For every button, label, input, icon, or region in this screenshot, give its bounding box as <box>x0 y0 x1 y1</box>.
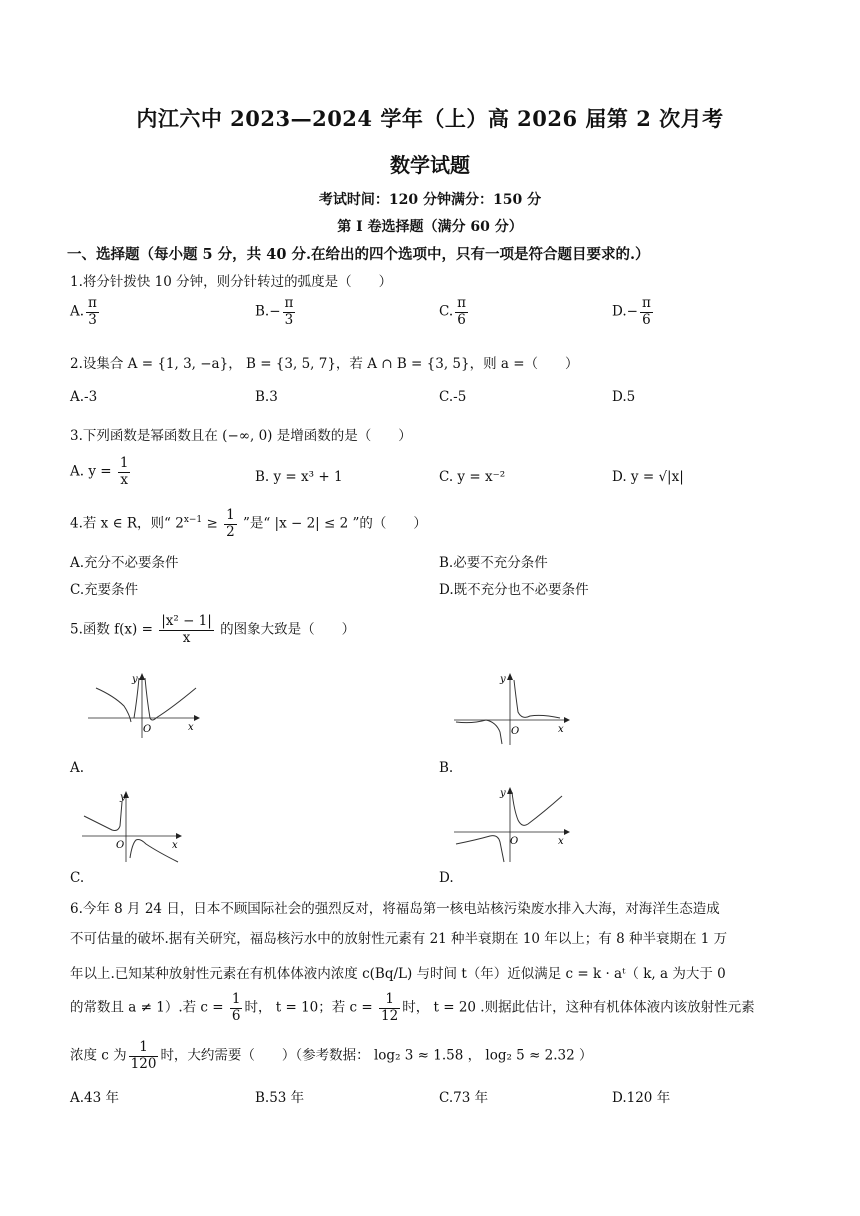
svg-text:O: O <box>510 836 519 847</box>
q1-c-fraction: $\frac{\pi}{6}$ <box>457 295 467 328</box>
q3-option-a: A. y = $\frac{1}{x}$ <box>70 455 129 488</box>
svg-text:O: O <box>143 724 152 735</box>
subject-title: 数学试题 <box>390 153 470 177</box>
q2-stem: 2.设集合 A = {1, 3, −a}， B = {3, 5, 7}，若 A ∩ B = {3, 5}，则 a =（ ） <box>70 356 579 372</box>
q3-a-fraction: $\frac{1}{x}$ <box>119 455 129 488</box>
q1-a-fraction: $\frac{\pi}{3}$ <box>88 295 97 328</box>
q4-option-c: C.充要条件 <box>70 582 139 598</box>
q6-line-5: 浓度 c 为 $\frac{1}{120}$ 时，大约需要（ ）（参考数据： log₂ 3 ≈ 1.58 ， log₂ 5 ≈ 2.32 ） <box>70 1039 593 1072</box>
q4-fraction: $\frac{1}{2}$ <box>226 507 235 540</box>
q5-option-c: C. <box>70 870 85 886</box>
section-heading: 一、选择题（每小题 5 分，共 40 分.在给出的四个选项中，只有一项是符合题目要求的.） <box>67 246 650 263</box>
exam-title: 内江六中 2023—2024 学年（上）高 2026 届第 2 次月考 <box>136 106 724 131</box>
q1-option-c: C. $\frac{\pi}{6}$ <box>439 295 467 328</box>
svg-text:x: x <box>558 836 564 847</box>
q1-b-fraction: $\frac{\pi}{3}$ <box>284 295 294 328</box>
svg-text:x: x <box>558 724 564 735</box>
q6-line-4: 的常数且 a ≠ 1）.若 c = $\frac{1}{6}$ 时， t = 10；若 c = $\frac{1}{12}$ 时， t = 20 .则据此估计，这种有机体体液内该放射性元素 <box>70 991 755 1024</box>
svg-text:O: O <box>511 726 520 737</box>
svg-text:y: y <box>500 674 506 685</box>
svg-text:x: x <box>172 840 178 851</box>
svg-text:x: x <box>188 722 194 733</box>
q1-a-prefix: A. <box>70 303 85 320</box>
q3-option-c: C. y = x⁻² <box>439 469 506 485</box>
q1-d-fraction: $\frac{\pi}{6}$ <box>641 295 651 328</box>
q5-option-b: B. <box>439 760 454 776</box>
exam-info: 考试时间：120 分钟满分：150 分 <box>318 192 542 208</box>
q2-option-b: B.3 <box>255 389 278 405</box>
q6-option-b: B.53 年 <box>255 1090 305 1106</box>
q3-option-d: D. y = √|x| <box>612 469 684 485</box>
q5-option-d: D. <box>439 870 454 886</box>
q5-fraction: $\frac{\text{|x² − 1|}}{x}$ <box>161 613 212 646</box>
q4-stem: 4.若 x ∈ R，则“ $2^{x-1}$ ≥ $\frac{1}{2}$ ”是“ |x − 2| ≤ 2 ”的（ ） <box>70 507 427 540</box>
q5-graph-b <box>452 670 572 750</box>
q2-option-a: A.-3 <box>70 389 98 405</box>
q6-option-a: A.43 年 <box>70 1090 120 1106</box>
q1-option-d: D.− $\frac{\pi}{6}$ <box>612 295 651 328</box>
q5-stem: 5.函数 f(x) = $\frac{\text{|x² − 1|}}{x}$ 的图象大致是（ ） <box>70 613 356 646</box>
q3-stem: 3.下列函数是幂函数且在 (−∞, 0) 是增函数的是（ ） <box>70 428 412 444</box>
q6-line-2: 不可估量的破坏.据有关研究，福岛核污水中的放射性元素有 21 种半衰期在 10 年以上；有 8 种半衰期在 1 万 <box>70 931 728 947</box>
q6-fraction-1: $\frac{1}{6}$ <box>231 991 241 1024</box>
q5-graph-a <box>84 670 204 740</box>
q1-option-b: B.− $\frac{\pi}{3}$ <box>255 295 294 328</box>
q2-option-d: D.5 <box>612 389 636 405</box>
q6-fraction-3: $\frac{1}{120}$ <box>130 1039 157 1072</box>
q2-option-c: C.-5 <box>439 389 467 405</box>
q6-option-d: D.120 年 <box>612 1090 671 1106</box>
svg-text:y: y <box>120 792 126 803</box>
q5-option-a: A. <box>70 760 85 776</box>
q1-option-a <box>70 296 101 328</box>
q4-option-d: D.既不充分也不必要条件 <box>439 582 589 598</box>
q6-fraction-2: $\frac{1}{12}$ <box>381 991 399 1024</box>
q6-line-3: 年以上.已知某种放射性元素在有机体体液内浓度 c(Bq/L) 与时间 t（年）近似满足 c = k · aᵗ（ k, a 为大于 0 <box>70 966 726 982</box>
q6-line-1: 6.今年 8 月 24 日，日本不顾国际社会的强烈反对，将福岛第一核电站核污染废水排入大海，对海洋生态造成 <box>70 901 720 917</box>
part-title: 第 I 卷选择题（满分 60 分） <box>337 219 523 235</box>
q4-option-b: B.必要不充分条件 <box>439 555 548 571</box>
graph-a-y-label: y <box>132 674 138 685</box>
q4-option-a: A.充分不必要条件 <box>70 555 179 571</box>
svg-text:y: y <box>500 788 506 799</box>
q3-option-b: B. y = x³ + 1 <box>255 469 343 485</box>
q5-graph-d <box>452 784 572 866</box>
q5-graph-c <box>80 788 200 866</box>
q1-stem: 1.将分针拨快 10 分钟，则分针转过的弧度是（ ） <box>70 274 393 290</box>
svg-text:O: O <box>116 840 125 851</box>
q6-option-c: C.73 年 <box>439 1090 489 1106</box>
